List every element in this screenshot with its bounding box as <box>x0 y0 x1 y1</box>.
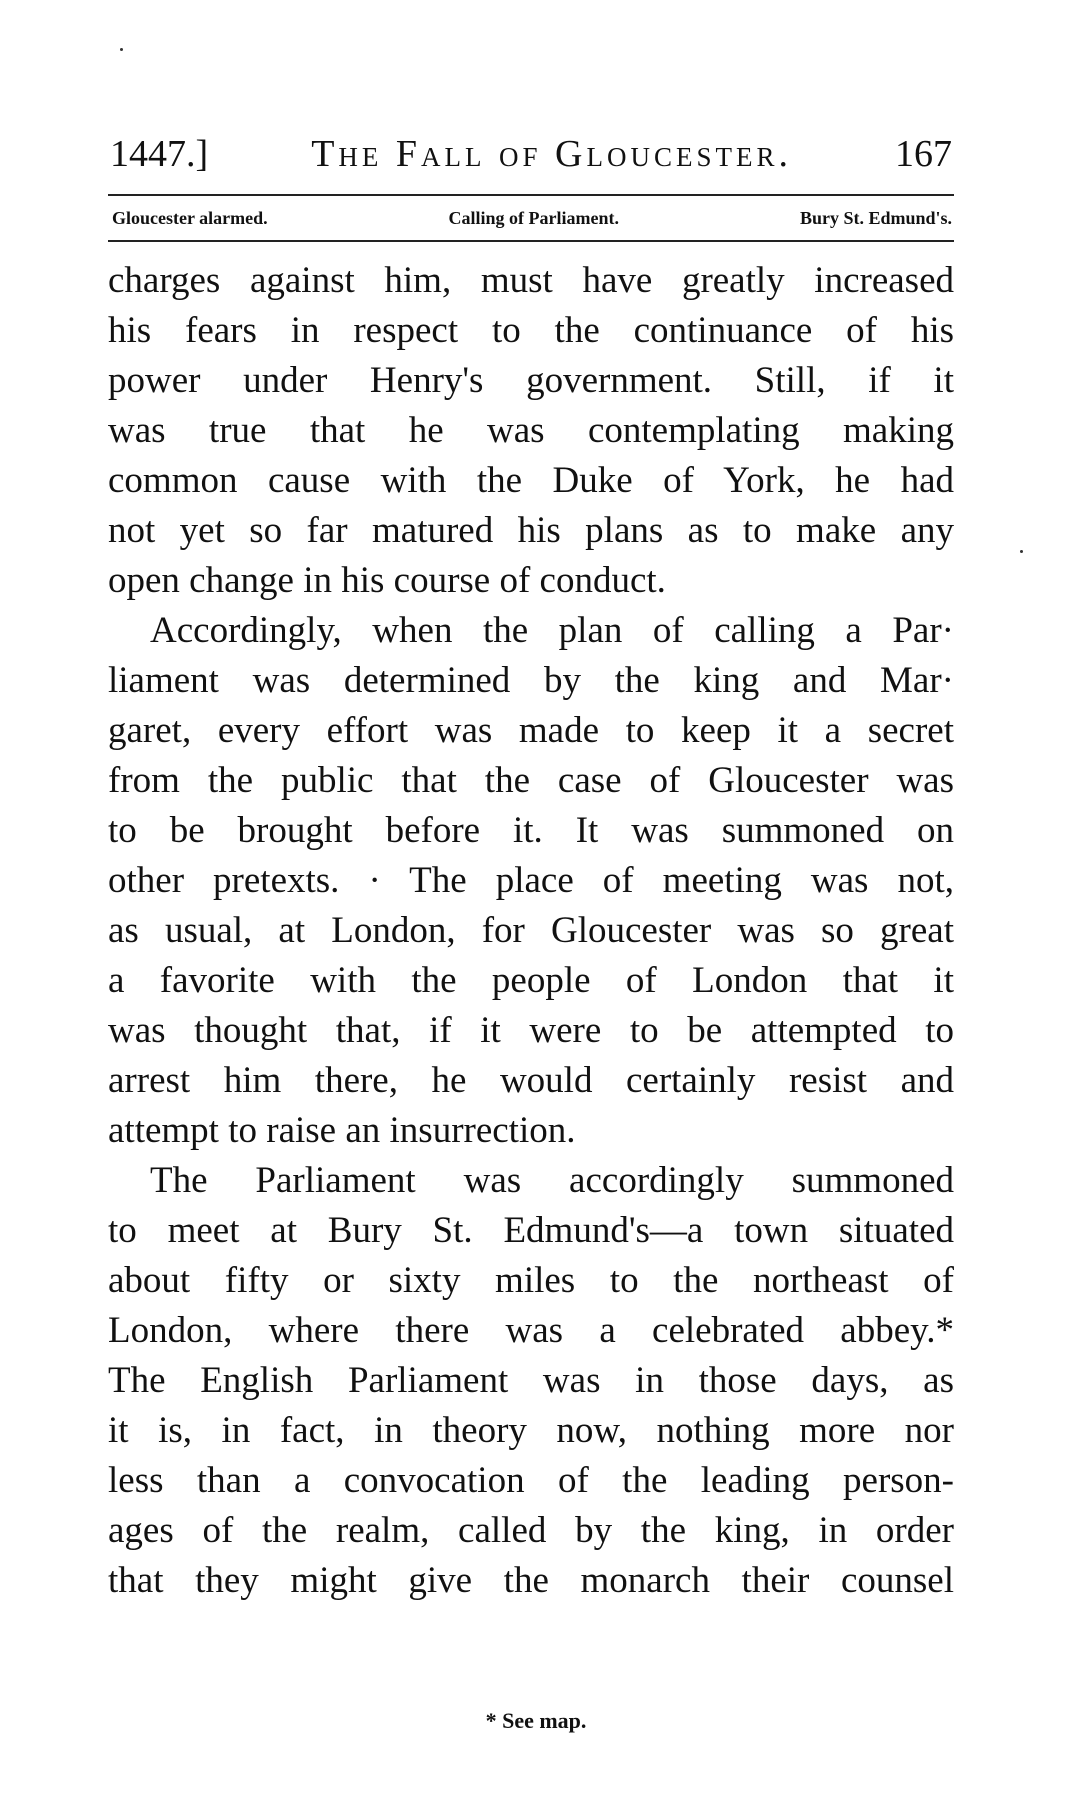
text-line: from the public that the case of Gloucester was <box>108 760 954 801</box>
running-header <box>110 128 952 180</box>
text-line: to meet at Bury St. Edmund's—a town situated <box>108 1210 954 1251</box>
header-rule-bottom <box>108 240 954 242</box>
print-speck <box>120 48 123 51</box>
side-headings <box>112 200 952 236</box>
text-line: it is, in fact, in theory now, nothing more nor <box>108 1410 954 1451</box>
text-line: that they might give the monarch their counsel <box>108 1560 954 1601</box>
subhead-left: Gloucester alarmed. <box>112 207 268 228</box>
text-line: common cause with the Duke of York, he had <box>108 460 954 501</box>
text-line: other pretexts. · The place of meeting was not, <box>108 860 954 901</box>
text-line: not yet so far matured his plans as to make any <box>108 510 954 551</box>
text-line: was true that he was contemplating making <box>108 410 954 451</box>
text-line: The Parliament was accordingly summoned <box>150 1160 954 1201</box>
text-line: power under Henry's government. Still, if it <box>108 360 954 401</box>
body-text <box>108 256 954 1606</box>
running-title: The Fall of Gloucester. <box>311 133 792 175</box>
text-line: as usual, at London, for Gloucester was so great <box>108 910 954 951</box>
footnote: * See map. <box>485 1708 587 1733</box>
subhead-right: Bury St. Edmund's. <box>799 207 952 228</box>
text-line: a favorite with the people of London that it <box>108 960 954 1001</box>
text-line: to be brought before it. It was summoned on <box>108 810 954 851</box>
text-line: charges against him, must have greatly increased <box>108 260 954 301</box>
text-line: arrest him there, he would certainly resist and <box>108 1060 954 1101</box>
text-line: attempt to raise an insurrection. <box>108 1110 576 1151</box>
text-line: his fears in respect to the continuance of his <box>108 310 954 351</box>
text-line: about fifty or sixty miles to the northeast of <box>108 1260 954 1301</box>
text-line: less than a convocation of the leading person- <box>108 1460 954 1501</box>
text-line: London, where there was a celebrated abbey.* <box>108 1310 954 1351</box>
text-line: ages of the realm, called by the king, in order <box>108 1510 954 1551</box>
header-year: 1447.] <box>110 133 209 175</box>
print-speck <box>1020 550 1023 553</box>
text-line: garet, every effort was made to keep it a secret <box>108 710 954 751</box>
text-line: open change in his course of conduct. <box>108 560 666 601</box>
subhead-center: Calling of Parliament. <box>448 207 620 228</box>
text-line: The English Parliament was in those days, as <box>108 1360 954 1401</box>
text-line: was thought that, if it were to be attempted to <box>108 1010 954 1051</box>
header-rule-top <box>108 194 954 196</box>
page-number: 167 <box>895 133 952 175</box>
text-line: liament was determined by the king and Mar· <box>108 660 954 701</box>
text-line: Accordingly, when the plan of calling a Par· <box>150 610 954 651</box>
